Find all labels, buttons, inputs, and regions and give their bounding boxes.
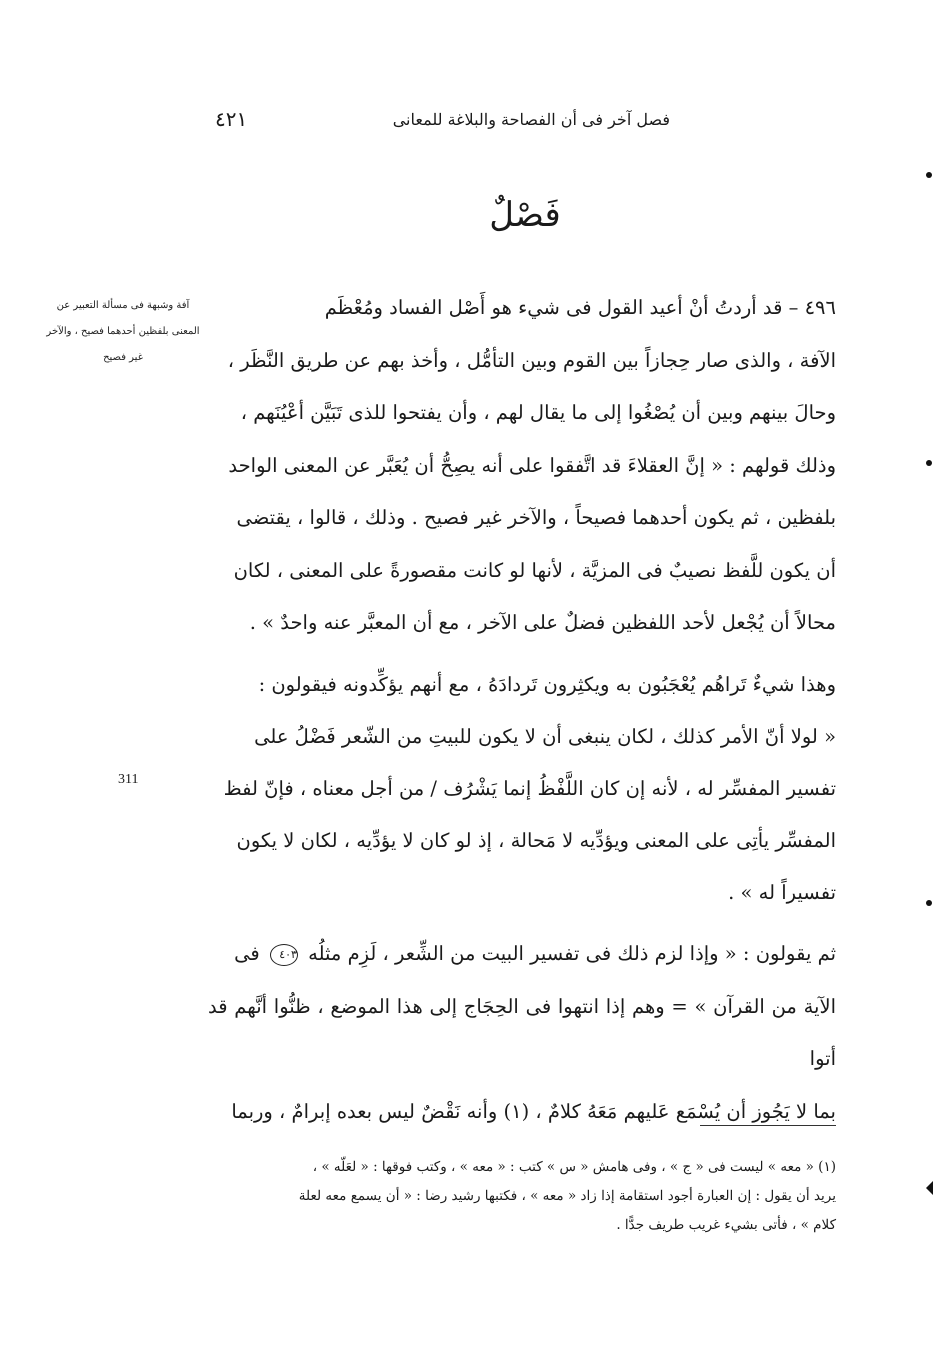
paragraph-3 — [208, 928, 836, 1138]
text-line: تفسير المفسِّر له ، لأنه إن كان اللَّفْظُ إنما يَشْرُف / من أجل معناه ، فإنّ لفظ — [223, 777, 836, 800]
footnote-line: كلام » ، فأتى بشيء غريب طريف جدًّا . — [616, 1217, 836, 1233]
text-line: المفسِّر يأتِى على المعنى ويؤدِّيه لا مَحالة ، إذ لو كان لا يؤدِّيه ، لكان لا يكون — [236, 829, 836, 852]
text-fragment: فى — [234, 942, 260, 965]
text-line: بلفظين ، ثم يكون أحدهما فصيحاً ، والآخر غير فصيح . وذلك ، قالوا ، يقتضى — [236, 506, 836, 529]
paragraph-496 — [208, 282, 836, 650]
text-line: أن يكون للَّفظ نصيبٌ فى المزيَّة ، لأنها لو كانت مقصورةً على المعنى ، لكان — [233, 558, 836, 582]
edition-page-ref: 311 — [118, 772, 139, 787]
text-line: وذلك قولهم : « إنَّ العقلاءَ قد اتَّفقوا على أنه يصِحُّ أن يُعَبَّر عن المعنى الواحد — [228, 453, 836, 477]
text-line — [208, 928, 836, 981]
text-line: وحالَ بينهم وبين أن يُصْغُوا إلى ما يقال لهم ، وأن يفتحوا للذى تَبَيَّن أعْيُنَهم ، — [240, 401, 836, 424]
text-line: ٤٩٦ – قد أردتُ أنْ أعيد القول فى شيء هو أَصْل الفساد ومُعْظَم — [324, 296, 836, 319]
scan-edge-mark — [926, 172, 932, 178]
section-title: فَصْلٌ — [489, 195, 561, 235]
footnote-divider — [700, 1125, 836, 1126]
margin-note: آفة وشبهة فى مسألة التعبير عن المعنى بلفظين أحدهما فصيح ، والآخر غير فصيح — [46, 300, 200, 363]
scan-edge-mark — [926, 460, 932, 466]
text-line: بما لا يَجُوز أن يُسْمَع عَليهم مَعَهُ كلامٌ ، (١) وأنه نَقْضٌ ليس بعده إبرامٌ ، وربما — [231, 1099, 836, 1123]
text-line: تفسيراً له » . — [728, 881, 836, 904]
text-line: « لولا أنّ الأمر كذلك ، لكان ينبغى أن لا يكون للبيتِ من الشّعر فَضْلُ على — [254, 725, 836, 748]
section-marker: ٤٠٣ — [270, 944, 298, 966]
text-line: محالاً أن يُجْعل لأحد اللفظين فضلٌ على الآخر ، مع أن المعبَّر عنه واحدٌ » . — [249, 611, 836, 634]
scan-edge-mark — [926, 1181, 933, 1195]
text-line: الآية من القرآن » = وهم إذا انتهوا فى الحِجَاج إلى هذا الموضع ، ظنُّوا أنَّهم قد أتوا — [208, 994, 836, 1070]
paragraph-2 — [208, 659, 836, 919]
text-line: الآفة ، والذى صار حِجازاً بين القوم وبين التأمُّل ، وأخذ بهم عن طريق النَّظَر ، — [227, 348, 836, 372]
footnotes — [230, 1153, 836, 1240]
footnote-line: يريد أن يقول : إن العبارة أجود استقامة إذا زاد « معه » ، فكتبها رشيد رضا : « أن يسمع معه لعلة — [298, 1188, 836, 1204]
text-line: وهذا شيءٌ تَراهُم يُعْجَبُون به ويكثِرون تَردادَهُ ، مع أنهم يؤكِّدونه فيقولون : — [258, 673, 836, 696]
text-fragment: ثم يقولون : « وإذا لزم ذلك فى تفسير البيت من الشِّعر ، لَزِم مثلُه — [308, 942, 836, 965]
footnote-line: (١) « معه » ليست فى « ج » ، وفى هامش « س » كتب : « معه » ، وكتب فوقها : « لعَلّه » ، — [312, 1159, 836, 1175]
running-title: فصل آخر فى أن الفصاحة والبلاغة للمعانى — [392, 109, 670, 129]
page-number: ٤٢١ — [215, 107, 248, 131]
running-header — [215, 104, 670, 134]
scan-edge-mark — [926, 900, 932, 906]
